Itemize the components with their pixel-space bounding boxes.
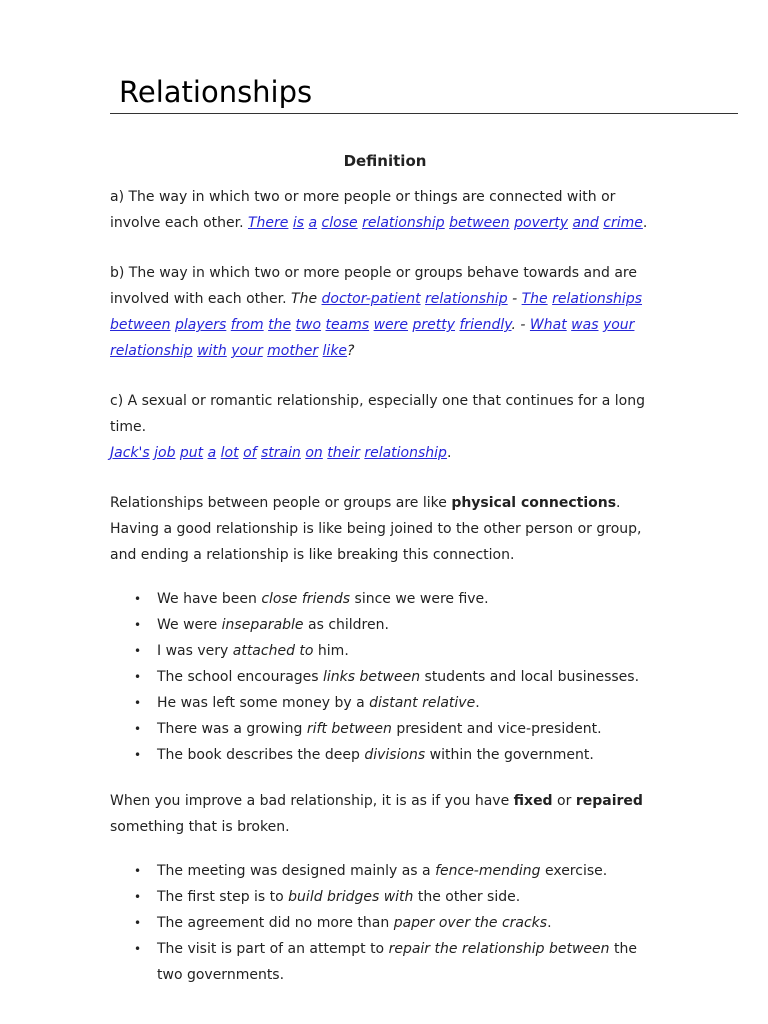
dictionary-link-c-4[interactable]: lot [220,445,239,461]
dictionary-link-b2-7[interactable]: teams [325,317,370,333]
dictionary-link-b2-4[interactable]: from [230,317,264,333]
dictionary-link-a-1[interactable]: is [292,215,305,231]
definition-a: a) The way in which two or more people or things are connected with or involve each other. There is a close relationship between poverty and crime. [110,189,648,231]
document-body [110,148,660,1008]
dictionary-link-b2-10[interactable]: friendly [459,317,512,333]
example-phrase: distant relative [369,695,476,711]
list-item: • The first step is to build bridges with the other side. [157,884,660,910]
bold-term: physical connections [451,495,617,511]
dictionary-link-c-2[interactable]: put [179,445,204,461]
dictionary-link-b2-5[interactable]: the [268,317,292,333]
list-item: • The meeting was designed mainly as a fence-mending exercise. [157,858,660,884]
example-c [110,445,447,461]
dictionary-link-b2-0[interactable]: The [521,291,548,307]
dictionary-link-b3-5[interactable]: your [231,343,263,359]
example-phrase: inseparable [221,617,304,633]
examples-list-repair [110,858,660,988]
bullet-icon: • [134,890,142,904]
list-item: • The agreement did no more than paper over the cracks. [157,910,660,936]
bold-term: fixed [513,793,553,809]
dictionary-link-b2-6[interactable]: two [295,317,322,333]
bullet-icon: • [134,748,142,762]
example-phrase: divisions [364,747,426,763]
list-item: • There was a growing rift between president and vice-president. [157,716,660,742]
example-phrase: attached to [232,643,314,659]
bullet-icon: • [134,644,142,658]
paragraph-connections: Relationships between people or groups are like physical connections. Having a good relationship is like being joined to the other person or group, and ending a relationship is like breaking this connection. [110,495,642,563]
dictionary-link-c-6[interactable]: strain [261,445,301,461]
dictionary-link-b3-0[interactable]: What [529,317,567,333]
list-item: • We were inseparable as children. [157,612,660,638]
dictionary-link-b2-3[interactable]: players [175,317,227,333]
dictionary-link-a-0[interactable]: There [247,215,289,231]
example-phrase: rift between [306,721,392,737]
dictionary-link-b1-0[interactable]: doctor-patient [321,291,421,307]
dictionary-link-c-1[interactable]: job [154,445,176,461]
example-a [248,215,643,231]
example-phrase: build bridges with [288,889,414,905]
dictionary-link-a-2[interactable]: a [308,215,318,231]
list-item: • We have been close friends since we were five. [157,586,660,612]
section-heading: Definition [343,152,427,170]
example-phrase: links between [323,669,421,685]
title-divider [110,113,738,114]
dictionary-link-a-3[interactable]: close [321,215,358,231]
bullet-icon: • [134,670,142,684]
paragraph-repair: When you improve a bad relationship, it is as if you have fixed or repaired something that is broken. [110,793,643,835]
definition-c: c) A sexual or romantic relationship, especially one that continues for a long time. Jack's job put a lot of strain on their relationship. [110,393,646,461]
dictionary-link-b2-2[interactable]: between [110,317,171,333]
dictionary-link-a-8[interactable]: crime [603,215,643,231]
bullet-icon: • [134,722,142,736]
example-phrase: paper over the cracks [393,915,548,931]
example-phrase: repair the relationship between [388,941,610,957]
list-item: • The book describes the deep divisions within the government. [157,742,660,768]
dictionary-link-b3-1[interactable]: was [571,317,599,333]
dictionary-link-c-3[interactable]: a [207,445,217,461]
example-b: The doctor-patient relationship - The relationships between players from the two teams were pretty friendly. - What was your relationship with your mother like? [110,291,643,359]
bullet-icon: • [134,618,142,632]
dictionary-link-a-4[interactable]: relationship [362,215,445,231]
dictionary-link-b1-1[interactable]: relationship [425,291,508,307]
example-phrase: close friends [261,591,351,607]
list-item: • The school encourages links between students and local businesses. [157,664,660,690]
page-title: Relationships [119,75,313,109]
dictionary-link-b3-4[interactable]: with [197,343,227,359]
examples-list-connections [110,586,660,768]
dictionary-link-a-5[interactable]: between [449,215,510,231]
list-item: • He was left some money by a distant relative. [157,690,660,716]
bullet-icon: • [134,942,142,956]
dictionary-link-c-0[interactable]: Jack's [110,445,150,461]
dictionary-link-b3-6[interactable]: mother [267,343,319,359]
dictionary-link-a-7[interactable]: and [572,215,599,231]
dictionary-link-b3-3[interactable]: relationship [110,343,193,359]
dictionary-link-b3-7[interactable]: like [322,343,348,359]
dictionary-link-b2-1[interactable]: relationships [552,291,643,307]
dictionary-link-c-7[interactable]: on [305,445,323,461]
dictionary-link-b2-9[interactable]: pretty [412,317,456,333]
dictionary-link-b2-8[interactable]: were [373,317,409,333]
definition-b: b) The way in which two or more people or groups behave towards and are involved with each other. The doctor-patient relationship - The relationships between players from the two teams were pretty friendly. - What was your relationship with your mother like? [110,265,643,359]
dictionary-link-c-5[interactable]: of [243,445,257,461]
dictionary-link-a-6[interactable]: poverty [514,215,569,231]
example-phrase: fence-mending [435,863,541,879]
bullet-icon: • [134,916,142,930]
dictionary-link-b3-2[interactable]: your [602,317,635,333]
bullet-icon: • [134,696,142,710]
list-item: • I was very attached to him. [157,638,660,664]
list-item: • The visit is part of an attempt to repair the relationship between the two governments. [157,936,660,988]
dictionary-link-c-8[interactable]: their [327,445,360,461]
bold-term: repaired [575,793,643,809]
dictionary-link-c-9[interactable]: relationship [364,445,447,461]
bullet-icon: • [134,592,142,606]
bullet-icon: • [134,864,142,878]
